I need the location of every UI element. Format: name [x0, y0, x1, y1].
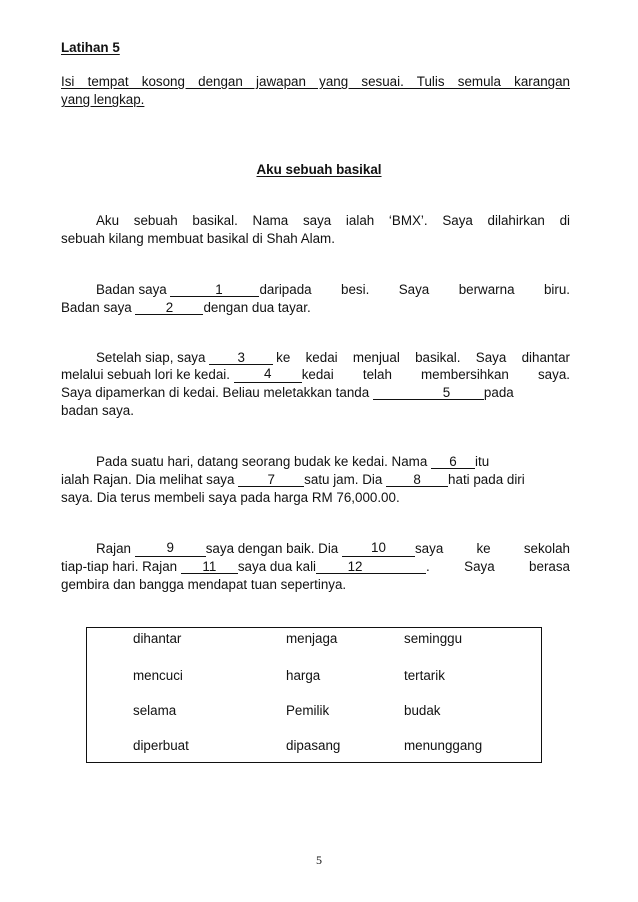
p5-text: Rajan — [96, 541, 131, 556]
word-bank-item: mencuci — [133, 668, 183, 683]
p3-text: ke kedai menjual basikal. Saya dihantar — [276, 350, 570, 365]
word-bank-item: selama — [133, 703, 177, 718]
blank-5[interactable]: 5 — [373, 386, 484, 400]
word-bank-item: dihantar — [133, 631, 182, 646]
blank-12[interactable]: 12 — [316, 560, 426, 574]
word-bank-item: seminggu — [404, 631, 463, 646]
p3-line-1 — [96, 350, 570, 366]
p2-text: Saya — [398, 282, 430, 297]
p2-text: berwarna — [458, 282, 515, 297]
p2-text: besi. — [341, 282, 370, 297]
p3-line-3 — [61, 385, 514, 401]
p3-text: Setelah siap, saya — [96, 350, 206, 365]
p4-text: satu jam. Dia — [304, 472, 383, 487]
p2-line-1 — [96, 282, 570, 298]
p4-line-3: saya. Dia terus membeli saya pada harga RM 76,000.00. — [61, 490, 400, 505]
p5-text: saya ke sekolah — [414, 541, 570, 556]
p2-text: daripada — [259, 282, 312, 297]
p1-line-1: Aku sebuah basikal. Nama saya ialah ‘BMX’. Saya dilahirkan di — [96, 213, 570, 228]
p2-text: Badan saya — [96, 282, 167, 297]
blank-1[interactable]: 1 — [170, 283, 259, 297]
p5-text: saya dua kali — [237, 559, 317, 574]
p4-line-1 — [96, 454, 489, 470]
p1-line-2: sebuah kilang membuat basikal di Shah Alam. — [61, 231, 335, 246]
blank-3[interactable]: 3 — [209, 351, 273, 365]
blank-11[interactable]: 11 — [181, 560, 238, 574]
p5-text: tiap-tiap hari. Rajan — [61, 559, 178, 574]
p4-text: Pada suatu hari, datang seorang budak ke kedai. Nama — [96, 454, 428, 469]
p3-text: Saya dipamerkan di kedai. Beliau meletakkan tanda — [61, 385, 370, 400]
p5-line-3: gembira dan bangga mendapat tuan sepertinya. — [61, 577, 347, 592]
word-bank-item: dipasang — [286, 738, 341, 753]
blank-10[interactable]: 10 — [342, 541, 415, 557]
p2-text: biru. — [543, 282, 570, 297]
word-bank-item: tertarik — [404, 668, 445, 683]
p5-line-1 — [96, 541, 570, 557]
word-bank-item: menjaga — [286, 631, 338, 646]
blank-7[interactable]: 7 — [238, 473, 304, 487]
blank-2[interactable]: 2 — [135, 301, 203, 315]
p2-text: Badan saya — [61, 300, 132, 315]
p5-text: Saya — [464, 559, 495, 574]
p4-text: itu — [475, 454, 490, 469]
p4-line-2 — [61, 472, 570, 488]
p3-line-2 — [61, 367, 570, 383]
instruction-line-2: yang lengkap. — [61, 92, 145, 107]
blank-4[interactable]: 4 — [234, 367, 302, 383]
blank-9[interactable]: 9 — [135, 541, 206, 557]
blank-8[interactable]: 8 — [386, 473, 448, 487]
p5-line-2 — [61, 559, 570, 575]
word-bank-item: harga — [286, 668, 321, 683]
p5-text: . — [426, 559, 430, 574]
p5-text: saya dengan baik. Dia — [205, 541, 339, 556]
p4-text: hati pada diri — [448, 472, 525, 487]
blank-6[interactable]: 6 — [431, 455, 475, 469]
word-bank-item: budak — [404, 703, 441, 718]
page-number: 5 — [316, 853, 322, 867]
exercise-heading: Latihan 5 — [61, 40, 120, 55]
p5-text: berasa — [529, 559, 570, 574]
word-bank-item: menunggang — [404, 738, 483, 753]
word-bank-item: Pemilik — [286, 703, 330, 718]
word-bank-item: diperbuat — [133, 738, 189, 753]
word-bank-box — [86, 627, 542, 763]
essay-title: Aku sebuah basikal — [256, 162, 382, 177]
p2-text: dengan dua tayar. — [203, 300, 311, 315]
instruction-line-1: Isi tempat kosong dengan jawapan yang sesuai. Tulis semula karangan — [61, 74, 570, 89]
p4-text: ialah Rajan. Dia melihat saya — [61, 472, 235, 487]
p3-text: pada — [483, 385, 514, 400]
p3-text: melalui sebuah lori ke kedai. — [61, 367, 230, 382]
p2-line-2 — [61, 300, 311, 316]
p3-text: kedai telah membersihkan saya. — [301, 367, 570, 382]
p3-line-4: badan saya. — [61, 403, 134, 418]
